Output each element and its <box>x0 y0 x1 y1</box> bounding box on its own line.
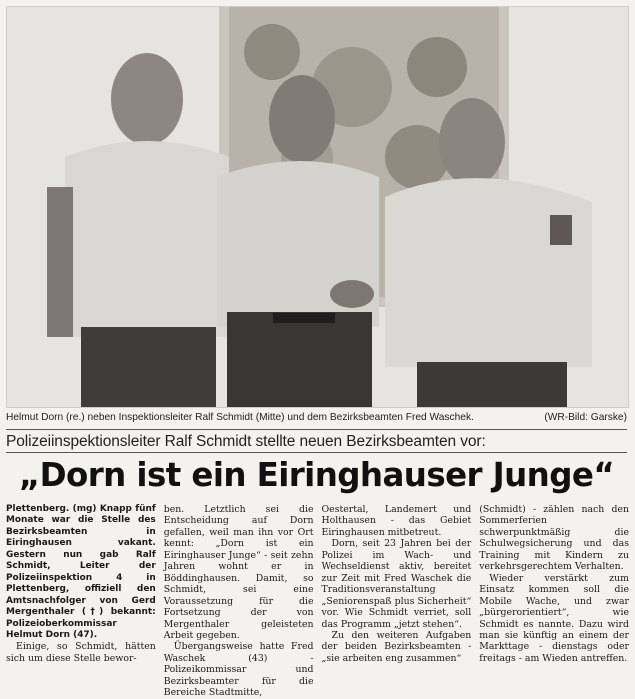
article-lead: Plettenberg. (mg) Knapp fünf Monate war die Stelle des Bezirksbeamten in Eiringhausen vakant. Gestern nun gab Ralf Schmidt, Leiter der Polizeiinspektion 4 in Plettenberg, offiziell den Amtsnachfolger von Gerd Mergenthaler (†) bekannt: Polizeioberkommissar Helmut Dorn (47). <box>6 504 156 640</box>
handshake <box>330 280 374 308</box>
article-column-4 <box>479 504 629 699</box>
police-badge <box>550 215 572 245</box>
photo-caption: Helmut Dorn (re.) neben Inspektionsleiter Ralf Schmidt (Mitte) und dem Bezirksbeamten Fred Waschek. <box>6 412 474 423</box>
photo-caption-row <box>6 412 627 428</box>
article-column-3 <box>322 504 472 699</box>
divider-bottom <box>6 452 627 453</box>
photo-three-officers <box>7 7 628 407</box>
article-photo <box>6 6 629 408</box>
article-paragraph: (Schmidt) - zählen nach den Sommerferien schwerpunktmäßig die Schulwegsicherung und das Training mit Kindern zu verkehrsgerechtem Verhalten. <box>479 504 629 573</box>
article-paragraph: Einige, so Schmidt, hätten sich um diese Stelle bewor- <box>6 641 156 664</box>
article-column-2 <box>164 504 314 699</box>
article-paragraph: ben. Letztlich sei die Entscheidung auf Dorn gefallen, weil man ihn vor Ort kennt: „Dorn ist ein Eiringhauser Junge“ - seit zehn Jahren wohnt er in Böddinghausen. Damit, so Schmidt, sei eine Voraussetzung für die Fortsetzung der von Mergenthaler geleisteten Arbeit gegeben. <box>163 504 314 641</box>
article-paragraph: Oestertal, Landemert und Holthausen - das Gebiet Eiringhausen mitbetreut. <box>321 504 472 538</box>
article-paragraph: Dorn, seit 23 Jahren bei der Polizei im Wach- und Wechseldienst aktiv, bereitet zur Zeit mit Fred Waschek die Traditionsveranstaltung „Seniorenspaß plus Sicherheit“ vor. Wie Schmidt verriet, soll das Programm „jetzt stehen“. <box>321 538 472 630</box>
article-headline: „Dorn ist ein Eiringhauser Junge“ <box>18 456 615 494</box>
article-paragraph: Übergangsweise hatte Fred Waschek (43) - Polizeikommissar und Bezirksbeamter für die Bereiche Stadtmitte, <box>163 641 314 699</box>
article-paragraph: Wieder verstärkt zum Einsatz kommen soll die Mobile Wache, und zwar „bürgerorientiert“, wie Schmidt es nannte. Dazu wird man sie künftig an einem der Markttage - dienstags oder freitags - am Wieden antreffen. <box>479 572 629 664</box>
photo-credit: (WR-Bild: Garske) <box>544 412 627 423</box>
article-kicker: Polizeiinspektionsleiter Ralf Schmidt stellte neuen Bezirksbeamten vor: <box>6 433 486 450</box>
article-column-1 <box>6 504 156 699</box>
divider-top <box>6 429 627 430</box>
article-body <box>6 504 629 699</box>
article-paragraph: Zu den weiteren Aufgaben der beiden Bezirksbeamten - „sie arbeiten eng zusammen“ <box>321 629 472 664</box>
